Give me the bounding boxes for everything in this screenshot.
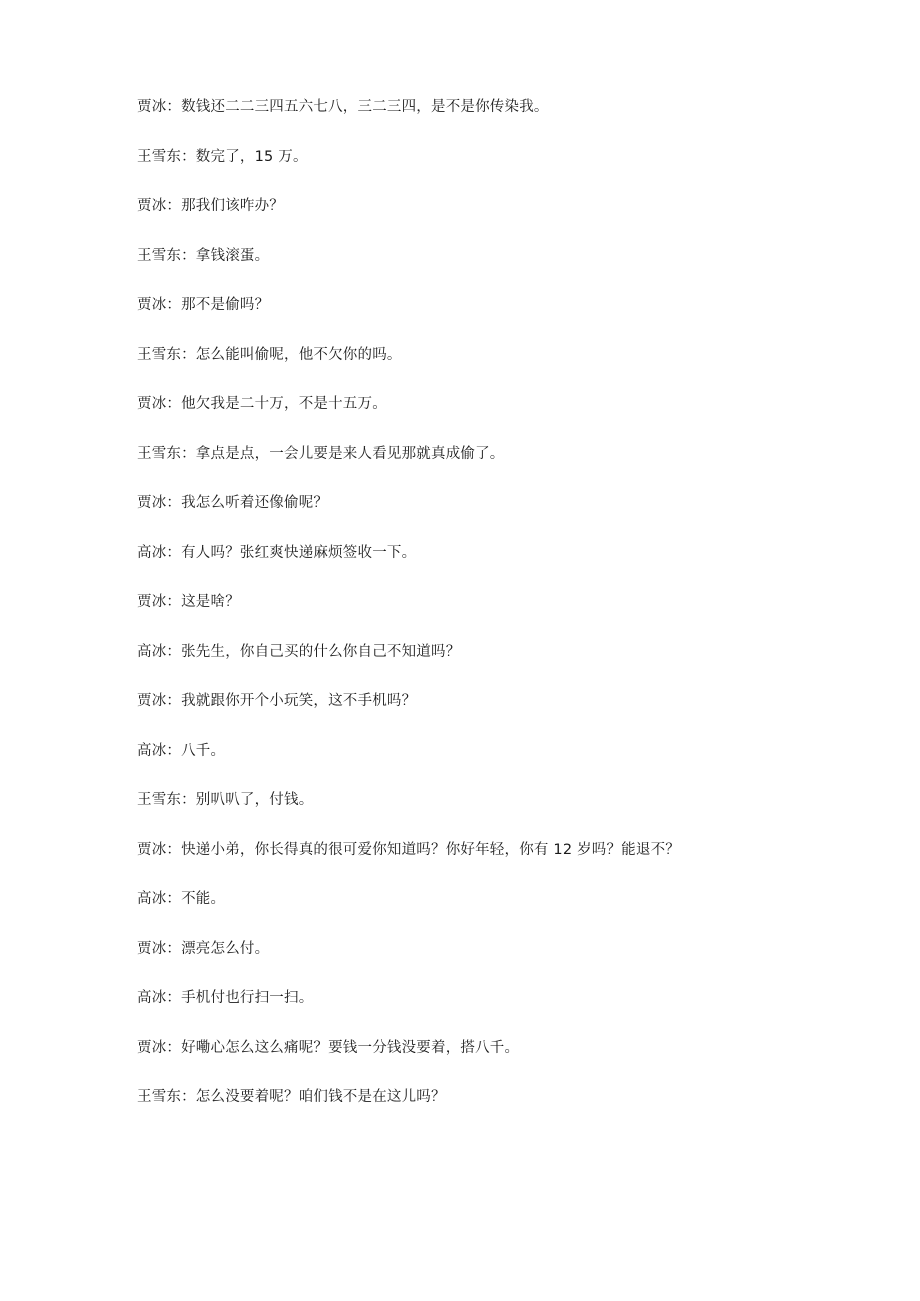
dialogue-list xyxy=(137,94,837,1134)
dialogue-line: 贾冰：快递小弟，你长得真的很可爱你知道吗？你好年轻，你有 12 岁吗？能退不？ xyxy=(137,841,680,858)
dialogue-line: 王雪东：拿点是点，一会儿要是来人看见那就真成偷了。 xyxy=(137,445,505,462)
dialogue-line: 王雪东：数完了，15 万。 xyxy=(137,148,308,165)
dialogue-line: 贾冰：漂亮怎么付。 xyxy=(137,940,270,957)
dialogue-line: 王雪东：怎么没要着呢？咱们钱不是在这儿吗？ xyxy=(137,1089,446,1105)
dialogue-line: 贾冰：那不是偷吗？ xyxy=(137,297,270,313)
dialogue-line: 贾冰：数钱还二二三四五六七八，三二三四，是不是你传染我。 xyxy=(137,99,549,115)
dialogue-line: 贾冰：好嘞心怎么这么痛呢？要钱一分钱没要着，搭八千。 xyxy=(137,1039,520,1056)
dialogue-line: 王雪东：别叭叭了，付钱。 xyxy=(137,792,314,808)
dialogue-line: 贾冰：这是啥？ xyxy=(137,594,240,610)
dialogue-line: 贾冰：我就跟你开个小玩笑，这不手机吗？ xyxy=(137,693,417,709)
dialogue-line: 贾冰：那我们该咋办？ xyxy=(137,198,284,214)
dialogue-line: 王雪东：拿钱滚蛋。 xyxy=(137,247,270,264)
dialogue-line: 王雪东：怎么能叫偷呢，他不欠你的吗。 xyxy=(137,346,402,363)
dialogue-line: 贾冰：他欠我是二十万，不是十五万。 xyxy=(137,396,387,412)
dialogue-line: 贾冰：我怎么听着还像偷呢？ xyxy=(137,495,329,511)
dialogue-line: 高冰：张先生，你自己买的什么你自己不知道吗？ xyxy=(137,643,461,660)
dialogue-line: 高冰：有人吗？张红爽快递麻烦签收一下。 xyxy=(137,544,417,561)
dialogue-line: 高冰：八千。 xyxy=(137,742,226,759)
dialogue-line: 高冰：手机付也行扫一扫。 xyxy=(137,990,314,1006)
dialogue-line: 高冰：不能。 xyxy=(137,891,226,907)
